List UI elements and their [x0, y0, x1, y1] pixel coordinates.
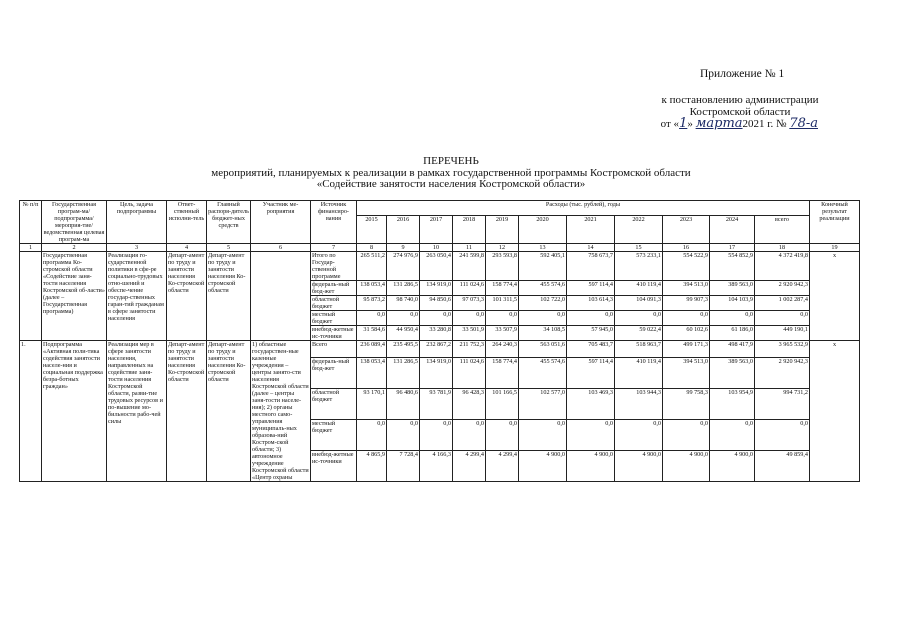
expense-value: 455 574,6 — [519, 281, 567, 296]
expense-value: 0,0 — [357, 311, 387, 326]
expense-value: 499 171,3 — [663, 341, 710, 358]
expense-value: 0,0 — [420, 311, 453, 326]
funding-source: областной бюджет — [311, 296, 357, 311]
expense-value: 93 781,9 — [420, 388, 453, 419]
year-header: 2021 — [567, 216, 615, 244]
expense-value: 61 186,0 — [710, 326, 755, 341]
expense-value: 7 728,4 — [387, 450, 420, 481]
year-header: 2022 — [615, 216, 663, 244]
column-index: 3 — [107, 244, 167, 252]
col-num: № п/п — [20, 201, 42, 244]
expense-value: 518 963,7 — [615, 341, 663, 358]
expense-value: 0,0 — [387, 311, 420, 326]
expense-value: 4 299,4 — [486, 450, 519, 481]
column-index: 5 — [207, 244, 251, 252]
result-cell: x — [810, 341, 860, 482]
expense-value: 60 102,6 — [663, 326, 710, 341]
expense-value: 4 166,3 — [420, 450, 453, 481]
expense-value: 96 480,6 — [387, 388, 420, 419]
expense-value: 0,0 — [387, 419, 420, 450]
expense-value: 49 859,4 — [755, 450, 810, 481]
program-name-cell: Государственная программа Ко-стромской области «Содействие заня-тости населения Костромской об-ласти» (далее – Государственная программа) — [42, 252, 107, 341]
column-index: 14 — [567, 244, 615, 252]
expense-value: 96 428,3 — [453, 388, 486, 419]
col-result: Конечный результат реализации — [810, 201, 860, 244]
funding-source: Итого по Государ-ственной программе — [311, 252, 357, 281]
manager-cell: Департ-амент по труду и занятости населения Ко-стромской области — [207, 252, 251, 341]
funding-source: внебюд-жетные ис-точники — [311, 450, 357, 481]
expense-value: 4 900,0 — [519, 450, 567, 481]
expense-value: 101 166,5 — [486, 388, 519, 419]
funding-source: местный бюджет — [311, 311, 357, 326]
expense-value: 264 240,3 — [486, 341, 519, 358]
year-header: всего — [755, 216, 810, 244]
column-index: 15 — [615, 244, 663, 252]
year-header: 2023 — [663, 216, 710, 244]
expense-value: 103 954,9 — [710, 388, 755, 419]
resolution-line-2: Костромской области — [689, 106, 791, 118]
expense-value: 94 850,6 — [420, 296, 453, 311]
measures-table — [19, 200, 860, 482]
expense-value: 102 577,0 — [519, 388, 567, 419]
expense-value: 389 563,0 — [710, 357, 755, 388]
expense-value: 0,0 — [453, 311, 486, 326]
col-source: Источник финансиро-вания — [311, 201, 357, 244]
row-number: 1. — [20, 341, 42, 482]
column-index: 12 — [486, 244, 519, 252]
column-index: 9 — [387, 244, 420, 252]
expense-value: 0,0 — [519, 311, 567, 326]
expense-value: 0,0 — [755, 311, 810, 326]
expense-value: 410 119,4 — [615, 357, 663, 388]
date-day: 1 — [679, 116, 688, 131]
expense-value: 0,0 — [615, 311, 663, 326]
expense-value: 102 722,0 — [519, 296, 567, 311]
expense-value: 573 233,1 — [615, 252, 663, 281]
expense-value: 0,0 — [357, 419, 387, 450]
row-number — [20, 252, 42, 341]
expense-value: 265 511,2 — [357, 252, 387, 281]
expense-value: 0,0 — [486, 311, 519, 326]
year-header: 2018 — [453, 216, 486, 244]
expense-value: 158 774,4 — [486, 357, 519, 388]
expense-value: 3 965 532,9 — [755, 341, 810, 358]
funding-source: местный бюджет — [311, 419, 357, 450]
expense-value: 597 114,4 — [567, 357, 615, 388]
expense-value: 101 311,5 — [486, 296, 519, 311]
expense-value: 597 114,4 — [567, 281, 615, 296]
expense-value: 131 286,5 — [387, 357, 420, 388]
expense-value: 0,0 — [453, 419, 486, 450]
expense-value: 498 417,9 — [710, 341, 755, 358]
column-index: 18 — [755, 244, 810, 252]
expense-value: 103 614,3 — [567, 296, 615, 311]
executor-cell: Департ-амент по труду и занятости населения Ко-стромской области — [167, 252, 207, 341]
result-cell: x — [810, 252, 860, 341]
expense-value: 455 574,6 — [519, 357, 567, 388]
expense-value: 34 108,5 — [519, 326, 567, 341]
year-header: 2019 — [486, 216, 519, 244]
expense-value: 0,0 — [615, 419, 663, 450]
expense-value: 33 501,9 — [453, 326, 486, 341]
goal-cell: Реализация го-сударственной политики в сфе-ре социально-трудовых отно-шений и обеспе-чение государ-ственных гаран-тий гражданам в сфере занятости населения — [107, 252, 167, 341]
expense-value: 211 752,3 — [453, 341, 486, 358]
expense-value: 103 944,3 — [615, 388, 663, 419]
column-index: 7 — [311, 244, 357, 252]
expense-value: 235 495,5 — [387, 341, 420, 358]
expense-value: 232 867,2 — [420, 341, 453, 358]
col-expenses: Расходы (тыс. рублей), годы — [357, 201, 810, 216]
expense-value: 4 865,9 — [357, 450, 387, 481]
expense-value: 0,0 — [567, 311, 615, 326]
manager-cell: Департ-амент по труду и занятости населения Ко-стромской области — [207, 341, 251, 482]
expense-value: 563 051,6 — [519, 341, 567, 358]
expense-value: 95 873,2 — [357, 296, 387, 311]
expense-value: 0,0 — [567, 419, 615, 450]
expense-value: 93 170,1 — [357, 388, 387, 419]
expense-value: 4 900,0 — [567, 450, 615, 481]
expense-value: 4 900,0 — [710, 450, 755, 481]
col-program: Государственная програм-ма/подпрограмма/мероприя-тие/ведомственная целевая програм-ма — [42, 201, 107, 244]
funding-source: областной бюджет — [311, 388, 357, 419]
column-index: 1 — [20, 244, 42, 252]
year-header: 2016 — [387, 216, 420, 244]
date-mid: » — [687, 118, 696, 130]
expense-value: 111 024,6 — [453, 357, 486, 388]
expense-value: 99 758,3 — [663, 388, 710, 419]
expense-value: 554 852,9 — [710, 252, 755, 281]
column-index: 6 — [251, 244, 311, 252]
expense-value: 592 405,1 — [519, 252, 567, 281]
date-number: 78-а — [789, 116, 818, 131]
expense-value: 134 919,0 — [420, 281, 453, 296]
expense-value: 4 299,4 — [453, 450, 486, 481]
expense-value: 293 593,8 — [486, 252, 519, 281]
expense-value: 705 483,7 — [567, 341, 615, 358]
expense-value: 33 507,9 — [486, 326, 519, 341]
appendix-label: Приложение № 1 — [700, 68, 785, 80]
expense-value: 111 024,6 — [453, 281, 486, 296]
date-month: марта — [695, 116, 743, 131]
expense-value: 97 073,3 — [453, 296, 486, 311]
funding-source: федераль-ный бюд-жет — [311, 281, 357, 296]
program-name: «Содействие занятости населения Костромской области» — [316, 178, 586, 190]
table-row — [20, 252, 860, 281]
expense-value: 394 513,0 — [663, 281, 710, 296]
expense-value: 2 920 942,3 — [755, 281, 810, 296]
expense-value: 0,0 — [755, 419, 810, 450]
expense-value: 394 513,0 — [663, 357, 710, 388]
expense-value: 1 002 287,4 — [755, 296, 810, 311]
expense-value: 758 673,7 — [567, 252, 615, 281]
expense-value: 138 053,4 — [357, 357, 387, 388]
column-index: 13 — [519, 244, 567, 252]
year-header: 2024 — [710, 216, 755, 244]
resolution-line-1: к постановлению администрации — [661, 94, 819, 106]
expense-value: 98 740,0 — [387, 296, 420, 311]
col-executor: Ответ-ственный исполни-тель — [167, 201, 207, 244]
expense-value: 31 584,6 — [357, 326, 387, 341]
col-goal: Цель, задача подпрограммы — [107, 201, 167, 244]
date-year: 2021 г. № — [742, 118, 787, 130]
expense-value: 0,0 — [420, 419, 453, 450]
expense-value: 236 089,4 — [357, 341, 387, 358]
expense-value: 0,0 — [710, 311, 755, 326]
expense-value: 263 050,4 — [420, 252, 453, 281]
expense-value: 104 103,9 — [710, 296, 755, 311]
expense-value: 138 053,4 — [357, 281, 387, 296]
expense-value: 0,0 — [710, 419, 755, 450]
year-header: 2015 — [357, 216, 387, 244]
column-index: 8 — [357, 244, 387, 252]
expense-value: 0,0 — [486, 419, 519, 450]
expense-value: 241 599,8 — [453, 252, 486, 281]
expense-value: 410 119,4 — [615, 281, 663, 296]
expense-value: 389 563,0 — [710, 281, 755, 296]
funding-source: федераль-ный бюд-жет — [311, 357, 357, 388]
expense-value: 57 945,0 — [567, 326, 615, 341]
document-subtitle: мероприятий, планируемых к реализации в рамках государственной программы Костромской области — [211, 167, 691, 179]
participant-cell: 1) областные государствен-ные казенные учреждения – центры занято-сти населения Костромской области (далее – центры заня-тости населе-ния); 2) органы местного само-управления муниципаль-ных образова-ний Костром-ской области; 3) автономное учреждение Костромской области «Центр охраны — [252, 341, 309, 481]
expense-value: 4 900,0 — [663, 450, 710, 481]
expense-value: 4 372 419,8 — [755, 252, 810, 281]
column-index: 10 — [420, 244, 453, 252]
year-header: 2017 — [420, 216, 453, 244]
goal-cell: Реализация мер в сфере занятости населения, направленных на содействие заня-тости населения Костромской области, разви-тие трудовых ресурсов и по-вышение мо-бильности рабо-чей силы — [107, 341, 167, 482]
col-participant: Участник ме-роприятия — [251, 201, 311, 244]
expense-value: 449 190,1 — [755, 326, 810, 341]
expense-value: 158 774,4 — [486, 281, 519, 296]
expense-value: 554 522,9 — [663, 252, 710, 281]
expense-value: 104 091,3 — [615, 296, 663, 311]
column-index: 19 — [810, 244, 860, 252]
column-index: 17 — [710, 244, 755, 252]
column-index: 4 — [167, 244, 207, 252]
expense-value: 99 907,3 — [663, 296, 710, 311]
column-index: 2 — [42, 244, 107, 252]
executor-cell: Департ-амент по труду и занятости населения Ко-стромской области — [167, 341, 207, 482]
resolution-reference — [660, 94, 820, 118]
expense-value: 33 280,8 — [420, 326, 453, 341]
expense-value: 0,0 — [663, 311, 710, 326]
expense-value: 4 900,0 — [615, 450, 663, 481]
participant-cell — [251, 252, 311, 341]
col-manager: Главный распоря-дитель бюджет-ных средств — [207, 201, 251, 244]
date-prefix: от « — [660, 118, 680, 130]
column-index: 16 — [663, 244, 710, 252]
resolution-date — [661, 118, 818, 130]
year-header: 2020 — [519, 216, 567, 244]
expense-value: 103 469,3 — [567, 388, 615, 419]
funding-source: Всего — [311, 341, 357, 358]
expense-value: 44 950,4 — [387, 326, 420, 341]
funding-source: внебюд-жетные ис-точники — [311, 326, 357, 341]
table-row — [20, 341, 860, 358]
expense-value: 2 920 942,3 — [755, 357, 810, 388]
expense-value: 994 731,2 — [755, 388, 810, 419]
expense-value: 0,0 — [663, 419, 710, 450]
expense-value: 59 022,4 — [615, 326, 663, 341]
expense-value: 134 919,0 — [420, 357, 453, 388]
expense-value: 274 976,9 — [387, 252, 420, 281]
expense-value: 131 286,5 — [387, 281, 420, 296]
column-index: 11 — [453, 244, 486, 252]
program-name-cell: Подпрограмма «Активная поли-тика содействия занятости населе-ния и социальная поддержка безра-ботных граждан» — [42, 341, 107, 482]
document-title: ПЕРЕЧЕНЬ — [423, 155, 479, 167]
expense-value: 0,0 — [519, 419, 567, 450]
